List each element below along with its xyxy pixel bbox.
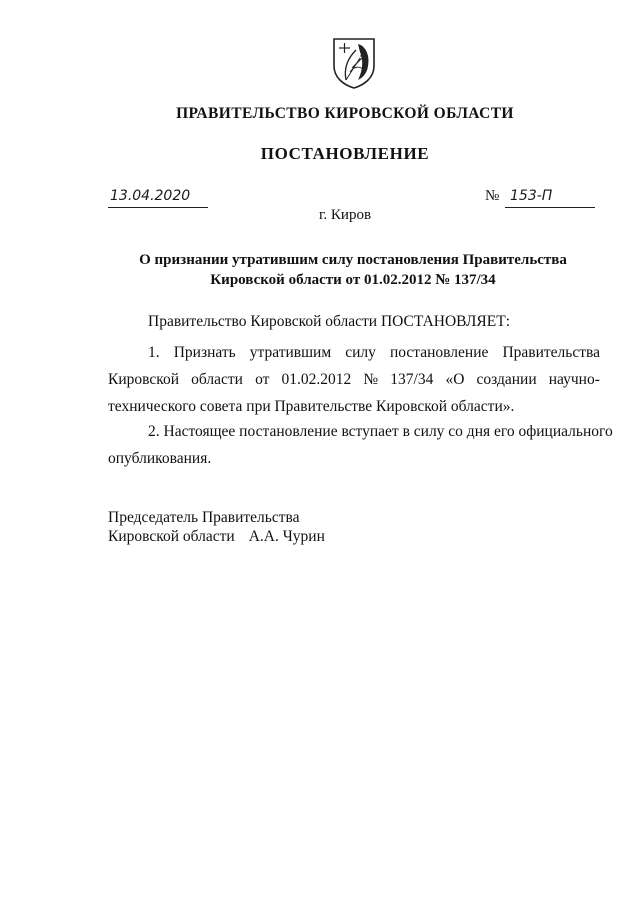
coat-of-arms-kirov-icon (330, 36, 378, 90)
subject-line: О признании утратившим силу постановления Правительства (139, 252, 567, 268)
justified-line: 1. Признать утратившим силу постановление Правительства (148, 344, 600, 361)
justified-line: Кировской области от 01.02.2012 № 137/34 «О создании научно- (108, 371, 600, 388)
document-number: 153-П (510, 188, 553, 204)
paragraph-line: опубликования. (108, 450, 212, 467)
city-line: г. Киров (318, 207, 372, 223)
signature-block (108, 508, 325, 546)
document-subject (108, 250, 598, 290)
document-type-title: ПОСТАНОВЛЕНИЕ (260, 144, 430, 163)
organization-title: ПРАВИТЕЛЬСТВО КИРОВСКОЙ ОБЛАСТИ (176, 105, 514, 122)
number-label: № (485, 188, 500, 204)
document-date: 13.04.2020 (110, 188, 191, 204)
signatory-position: Кировской области (108, 528, 235, 545)
paragraph-line: технического совета при Правительстве Кировской области». (108, 398, 515, 415)
signatory-position: Председатель Правительства (108, 509, 300, 526)
paragraph-line: 2. Настоящее постановление вступает в силу со дня его официального (148, 423, 613, 440)
preamble: Правительство Кировской области ПОСТАНОВЛЯЕТ: (148, 313, 511, 330)
subject-line: Кировской области от 01.02.2012 № 137/34 (210, 272, 496, 288)
paragraph-item-2 (108, 418, 613, 472)
signatory-name: А.А. Чурин (248, 528, 325, 545)
paragraph-item-1 (108, 339, 600, 420)
